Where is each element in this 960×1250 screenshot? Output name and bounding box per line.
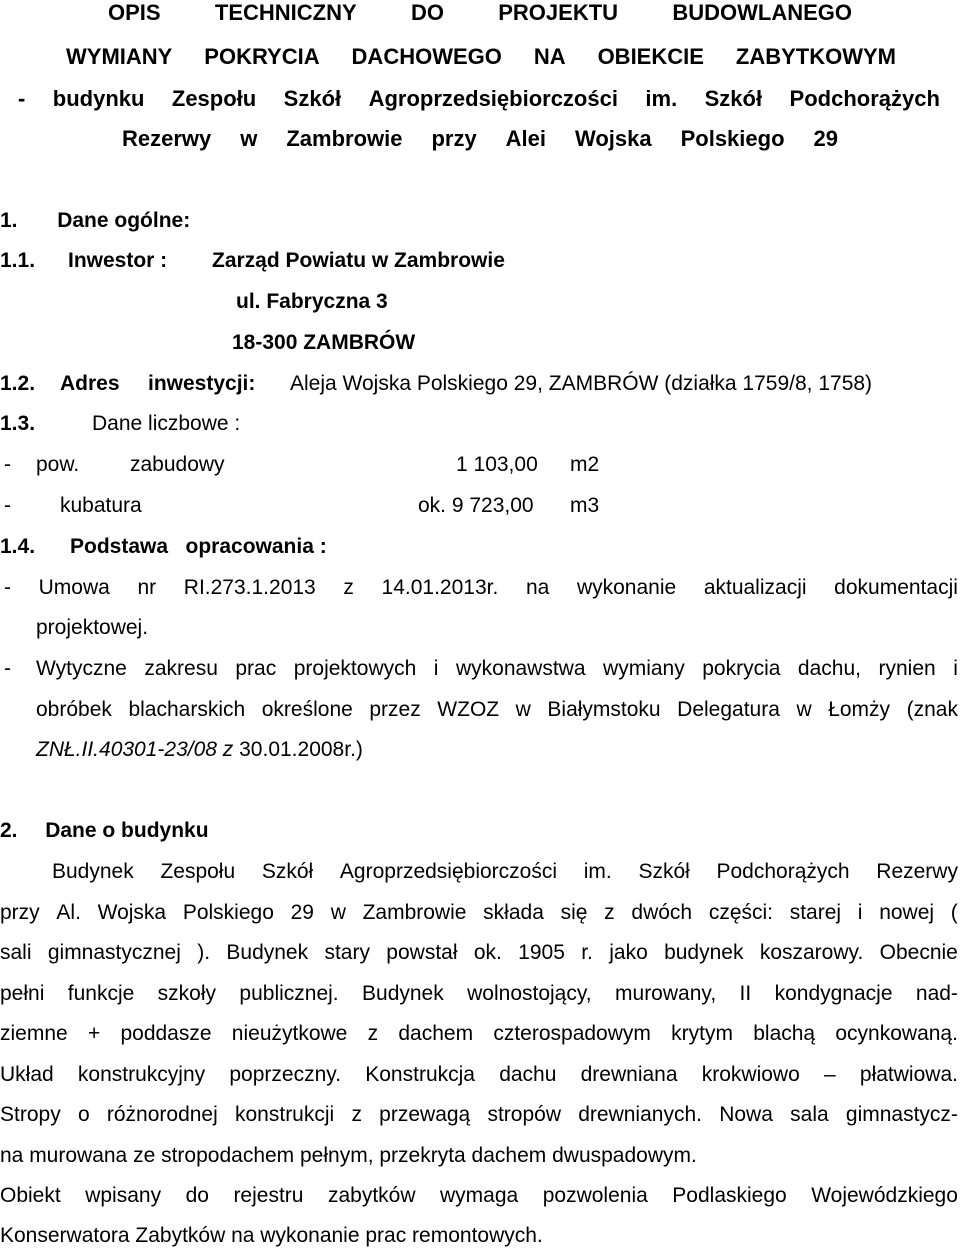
section-2-line-1: [52, 859, 958, 885]
investor-label: Inwestor :: [68, 249, 168, 272]
word: poddasze: [120, 1022, 212, 1045]
volume-value: ok. 9 723,00: [418, 494, 534, 517]
numbers-label: Dane liczbowe :: [92, 412, 241, 435]
address-label-1: Adres: [60, 372, 120, 395]
word: -: [18, 86, 26, 111]
word: wykonawstwa: [455, 657, 586, 680]
word: Stropy: [0, 1103, 61, 1126]
section-2-heading: [0, 818, 209, 844]
word: RI.273.1.2013: [183, 576, 316, 599]
word: prac: [235, 657, 277, 680]
word: koszarowy.: [759, 941, 864, 964]
section-2-line-10: Konserwatora Zabytków na wykonanie prac remontowych.: [0, 1224, 543, 1247]
area-label-2: zabudowy: [130, 453, 225, 476]
word: 14.01.2013r.: [381, 576, 499, 599]
basis-item-1-cont: projektowej.: [36, 616, 149, 639]
numbers-number: 1.3.: [0, 412, 36, 435]
word: POKRYCIA: [204, 44, 320, 69]
word: płatwiowa.: [859, 1063, 958, 1086]
word: 1905: [518, 941, 565, 964]
word: w: [330, 901, 346, 924]
word: Rezerwy: [122, 126, 212, 151]
word: poprzeczny.: [229, 1063, 342, 1086]
word: zabytków: [327, 1184, 416, 1207]
word: z: [367, 1022, 379, 1045]
area-dash: -: [4, 453, 11, 476]
section-2-title: Dane o budynku: [45, 819, 209, 842]
word: nad-: [915, 982, 958, 1005]
word: wykonanie: [576, 576, 677, 599]
word: i: [857, 901, 863, 924]
word: nr: [137, 576, 157, 599]
word: Łomży: [828, 698, 891, 721]
word: Szkół: [261, 860, 314, 883]
section-2-line-5: [0, 1021, 958, 1047]
word: części:: [708, 901, 773, 924]
word: określone: [261, 698, 353, 721]
word: r.: [581, 941, 593, 964]
word: przez: [369, 698, 421, 721]
word: ).: [197, 941, 211, 964]
word: im.: [645, 86, 678, 111]
word: Al.: [56, 901, 81, 924]
word: 29: [290, 901, 314, 924]
section-2-line-4: [0, 981, 958, 1007]
word: ok.: [473, 941, 502, 964]
word: dwóch: [631, 901, 693, 924]
word: WYMIANY: [66, 44, 173, 69]
word: na: [525, 576, 550, 599]
word: Zespołu: [160, 860, 236, 883]
area-unit: m2: [570, 453, 600, 476]
section-2-line-2: [0, 900, 958, 926]
section-2-line-7: [0, 1102, 958, 1128]
word: +: [87, 1022, 101, 1045]
word: gimnastycznej: [47, 941, 181, 964]
word: Zambrowie: [362, 901, 467, 924]
word: Wojska: [575, 126, 652, 151]
word: Budynek: [362, 982, 444, 1005]
word: Budynek: [52, 860, 134, 883]
word: funkcje: [67, 982, 135, 1005]
word: Rezerwy: [876, 860, 958, 883]
basis-item-2-line-3: [36, 737, 363, 763]
word: obróbek: [36, 698, 112, 721]
word: II: [739, 982, 752, 1005]
section-2-line-3: [0, 940, 958, 966]
word: przy: [431, 126, 477, 151]
word: wymaga: [440, 1184, 519, 1207]
basis-item-2-line-1: [36, 656, 958, 682]
word: o: [77, 1103, 90, 1126]
word: różnorodnej: [106, 1103, 218, 1126]
word: (znak: [906, 698, 958, 721]
word: (: [950, 901, 958, 924]
word: Agroprzedsiębiorczości: [368, 86, 618, 111]
word: TECHNICZNY: [214, 0, 357, 25]
word: zakresu: [144, 657, 218, 680]
basis-label: Podstawa opracowania :: [70, 535, 327, 558]
word: DACHOWEGO: [351, 44, 502, 69]
basis-item-1: [4, 575, 958, 601]
word: pełni: [0, 982, 45, 1005]
word: Delegatura: [677, 698, 780, 721]
word: dokumentacji: [834, 576, 958, 599]
word: murowany,: [615, 982, 717, 1005]
address-label-2: inwestycji:: [148, 372, 256, 395]
title-line-2: [66, 44, 896, 70]
word: drewnianych.: [578, 1103, 702, 1126]
word: Konstrukcja: [365, 1063, 475, 1086]
word: Wytyczne: [36, 657, 127, 680]
word: Budynek: [226, 941, 309, 964]
word: i: [953, 657, 958, 680]
word: Obecnie: [879, 941, 958, 964]
word: Wojska: [97, 901, 167, 924]
word: projektowych: [293, 657, 417, 680]
word: blacharskich: [128, 698, 246, 721]
basis-item-2-line-2: [36, 697, 958, 723]
word: jako: [609, 941, 648, 964]
word: –: [824, 1063, 836, 1086]
word: Szkół: [638, 860, 690, 883]
investor-street: ul. Fabryczna 3: [236, 290, 388, 313]
word: składa: [483, 901, 544, 924]
word: Podchorążych: [789, 86, 940, 111]
section-2-line-8: na murowana ze stropodachem pełnym, przekryta dachem dwuspadowym.: [0, 1144, 697, 1167]
word: kondygnacje: [774, 982, 893, 1005]
word: Polskiego: [680, 126, 785, 151]
word: Obiekt: [0, 1184, 61, 1207]
word: krokwiowo: [701, 1063, 800, 1086]
word: Podlaskiego: [672, 1184, 787, 1207]
word: nowej: [879, 901, 935, 924]
word: stary: [324, 941, 370, 964]
word: aktualizacji: [703, 576, 807, 599]
word: powstał: [386, 941, 458, 964]
basis-item-2-date: 30.01.2008r.): [233, 738, 363, 761]
address-value: Aleja Wojska Polskiego 29, ZAMBRÓW (działka 1759/8, 1758): [290, 372, 873, 395]
word: drewniana: [580, 1063, 678, 1086]
word: z: [351, 1103, 362, 1126]
word: dachem: [398, 1022, 474, 1045]
word: się: [560, 901, 588, 924]
word: do: [185, 1184, 209, 1207]
word: wolnostojący,: [467, 982, 592, 1005]
word: pozwolenia: [542, 1184, 648, 1207]
word: w: [515, 698, 531, 721]
word: 29: [813, 126, 838, 151]
address-number: 1.2.: [0, 372, 36, 395]
investor-city: 18-300 ZAMBRÓW: [232, 331, 416, 354]
word: Zespołu: [171, 86, 257, 111]
word: nieużytkowe: [231, 1022, 348, 1045]
word: przewagą: [379, 1103, 471, 1126]
word: konstrukcyjny: [77, 1063, 206, 1086]
basis-number: 1.4.: [0, 535, 36, 558]
word: Wojewódzkiego: [811, 1184, 958, 1207]
volume-unit: m3: [570, 494, 600, 517]
investor-number: 1.1.: [0, 249, 36, 272]
word: DO: [410, 0, 444, 25]
word: w: [240, 126, 258, 151]
word: z: [343, 576, 354, 599]
word: BUDOWLANEGO: [672, 0, 852, 25]
word: Białymstoku: [547, 698, 661, 721]
word: ocynkowaną.: [835, 1022, 958, 1045]
word: sali: [0, 941, 32, 964]
word: szkoły: [157, 982, 217, 1005]
word: dachu: [499, 1063, 557, 1086]
word: Nowa: [719, 1103, 773, 1126]
section-1-number: 1.: [0, 209, 18, 232]
word: PROJEKTU: [498, 0, 619, 25]
word: Umowa: [38, 576, 110, 599]
word: Podchorążych: [716, 860, 850, 883]
word: rejestru: [233, 1184, 304, 1207]
word: blachą: [753, 1022, 816, 1045]
word: budynku: [52, 86, 145, 111]
section-1-title: Dane ogólne:: [57, 209, 191, 232]
word: i: [433, 657, 439, 680]
word: NA: [533, 44, 566, 69]
title-line-3: [18, 86, 940, 112]
word: -: [4, 576, 11, 599]
word: pokrycia: [702, 657, 781, 680]
word: w: [796, 698, 812, 721]
word: Zambrowie: [286, 126, 403, 151]
word: Alei: [505, 126, 547, 151]
word: im.: [583, 860, 612, 883]
word: WZOZ: [437, 698, 500, 721]
title-line-1: [108, 0, 852, 26]
section-2-line-6: [0, 1062, 958, 1088]
word: Agroprzedsiębiorczości: [339, 860, 558, 883]
word: przy: [0, 901, 40, 924]
word: starej: [789, 901, 842, 924]
word: Układ: [0, 1063, 54, 1086]
volume-label: kubatura: [60, 494, 142, 517]
word: stropów: [487, 1103, 561, 1126]
word: Szkół: [704, 86, 763, 111]
word: czterospadowym: [493, 1022, 651, 1045]
area-label-1: pow.: [36, 453, 80, 476]
area-value: 1 103,00: [456, 453, 538, 476]
word: wymiany: [603, 657, 685, 680]
word: Szkół: [283, 86, 342, 111]
word: publicznej.: [239, 982, 339, 1005]
section-1-heading: [0, 208, 190, 234]
word: z: [604, 901, 615, 924]
word: konstrukcji: [235, 1103, 335, 1126]
word: ZABYTKOWYM: [735, 44, 896, 69]
section-2-number: 2.: [0, 819, 18, 842]
investor-name: Zarząd Powiatu w Zambrowie: [212, 249, 505, 272]
word: gimnastycz-: [845, 1103, 958, 1126]
title-line-4: [122, 126, 838, 152]
word: ziemne: [0, 1022, 68, 1045]
word: krytym: [671, 1022, 733, 1045]
word: wpisany: [85, 1184, 162, 1207]
word: OPIS: [108, 0, 161, 25]
word: sala: [790, 1103, 829, 1126]
basis-item-2-dash: -: [4, 657, 11, 680]
volume-dash: -: [4, 494, 11, 517]
word: OBIEKCIE: [597, 44, 704, 69]
word: rynien: [878, 657, 936, 680]
word: budynek: [664, 941, 744, 964]
word: Polskiego: [182, 901, 274, 924]
section-2-line-9: [0, 1183, 958, 1209]
word: dachu,: [797, 657, 861, 680]
basis-item-2-sign: ZNŁ.II.40301-23/08 z: [36, 738, 234, 761]
